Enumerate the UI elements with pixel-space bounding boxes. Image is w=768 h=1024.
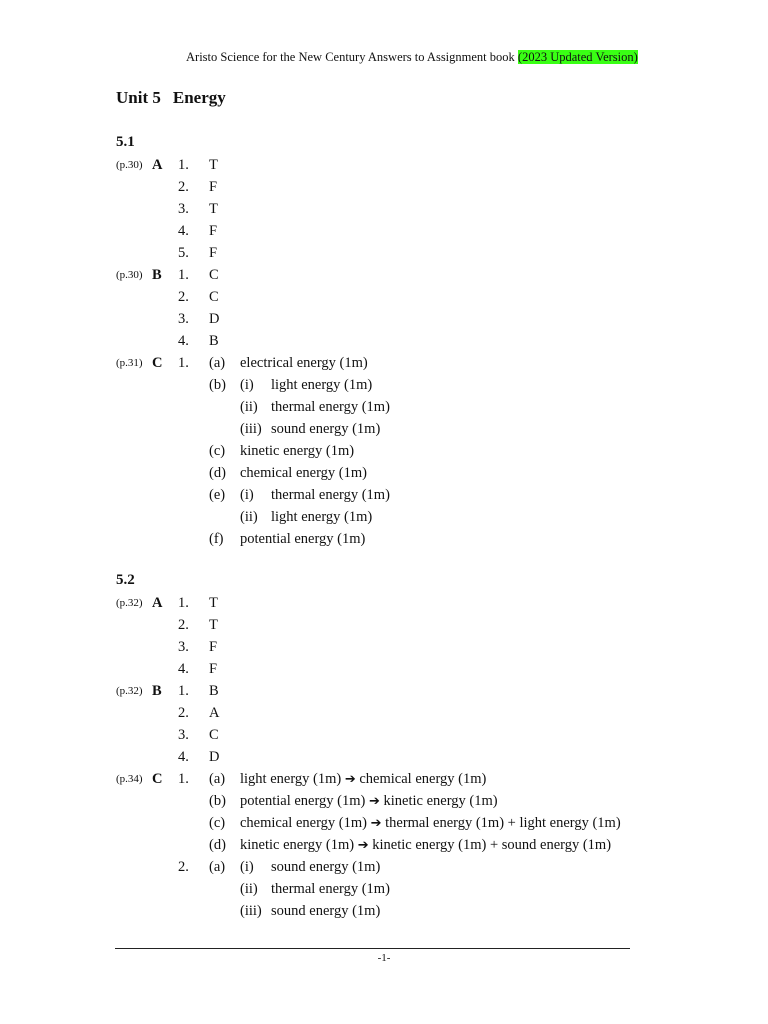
answer: T (209, 617, 218, 633)
answer-text: light energy (1m) (271, 509, 373, 525)
unit-name: Energy (172, 88, 226, 107)
question-number: 1. (178, 267, 189, 283)
unit-title (116, 88, 226, 108)
sub-label: (c) (209, 815, 226, 831)
energy-conversion (240, 834, 611, 857)
part-letter: A (152, 595, 163, 611)
sub-label: (f) (209, 531, 224, 547)
question-number: 3. (178, 201, 189, 217)
from-energy: kinetic energy (1m) (240, 837, 355, 853)
question-number: 4. (178, 749, 189, 765)
answer: D (209, 749, 220, 765)
question-number: 2. (178, 617, 189, 633)
arrow-icon: ➔ (370, 816, 382, 831)
roman-label: (iii) (240, 421, 262, 437)
answer: F (209, 179, 218, 195)
to-energy: kinetic energy (1m) (383, 793, 498, 809)
question-number: 1. (178, 595, 189, 611)
energy-conversion (240, 790, 498, 813)
part-letter: C (152, 771, 163, 787)
sub-label: (d) (209, 465, 226, 481)
arrow-icon: ➔ (369, 794, 380, 809)
roman-label: (i) (240, 377, 254, 393)
page-number: -1- (377, 952, 391, 964)
part-letter: A (152, 157, 163, 173)
answer-text: thermal energy (1m) (271, 881, 390, 897)
roman-label: (ii) (240, 399, 258, 415)
answer-text: thermal energy (1m) (271, 487, 390, 503)
answer: T (209, 201, 218, 217)
answer: F (209, 245, 218, 261)
answer: A (209, 705, 220, 721)
answer-text: sound energy (1m) (271, 421, 381, 437)
from-energy: light energy (1m) (240, 771, 342, 787)
question-number: 2. (178, 859, 189, 875)
answer-text: kinetic energy (1m) (240, 443, 355, 459)
answer-text: thermal energy (1m) (271, 399, 390, 415)
answer: T (209, 157, 218, 173)
page-ref: (p.32) (116, 597, 143, 609)
answer: B (209, 333, 219, 349)
answer: C (209, 727, 219, 743)
arrow-icon: ➔ (344, 772, 356, 787)
question-number: 1. (178, 771, 189, 787)
part-letter: B (152, 683, 162, 699)
question-number: 3. (178, 311, 189, 327)
to-energy: kinetic energy (1m) + sound energy (1m) (372, 837, 612, 853)
page-header (186, 50, 638, 65)
page-ref: (p.30) (116, 159, 143, 171)
answer-text: light energy (1m) (271, 377, 373, 393)
section-title-5-1: 5.1 (116, 134, 135, 150)
sub-label: (e) (209, 487, 226, 503)
answer-text: potential energy (1m) (240, 531, 366, 547)
arrow-icon: ➔ (357, 838, 369, 853)
page-ref: (p.31) (116, 357, 143, 369)
page-ref: (p.30) (116, 269, 143, 281)
answer: D (209, 311, 220, 327)
from-energy: chemical energy (1m) (240, 815, 367, 831)
question-number: 4. (178, 661, 189, 677)
answer-text: chemical energy (1m) (240, 465, 367, 481)
energy-conversion (240, 768, 486, 791)
sub-label: (a) (209, 771, 226, 787)
question-number: 5. (178, 245, 189, 261)
answer: C (209, 267, 219, 283)
answer: C (209, 289, 219, 305)
roman-label: (i) (240, 859, 254, 875)
question-number: 1. (178, 355, 189, 371)
from-energy: potential energy (1m) (240, 793, 366, 809)
question-number: 4. (178, 333, 189, 349)
question-number: 3. (178, 639, 189, 655)
unit-number: Unit 5 (116, 88, 161, 107)
sub-label: (a) (209, 859, 226, 875)
answer-text: sound energy (1m) (271, 859, 381, 875)
page-ref: (p.32) (116, 685, 143, 697)
section-title-5-2: 5.2 (116, 572, 135, 588)
question-number: 1. (178, 683, 189, 699)
sub-label: (c) (209, 443, 226, 459)
question-number: 1. (178, 157, 189, 173)
page-ref: (p.34) (116, 773, 143, 785)
sub-label: (b) (209, 377, 226, 393)
answer: B (209, 683, 219, 699)
footer-divider (115, 948, 630, 949)
roman-label: (ii) (240, 881, 258, 897)
answer-text: electrical energy (1m) (240, 355, 368, 371)
sub-label: (d) (209, 837, 226, 853)
part-letter: B (152, 267, 162, 283)
question-number: 2. (178, 179, 189, 195)
roman-label: (i) (240, 487, 254, 503)
header-version-highlight: (2023 Updated Version) (517, 50, 638, 64)
header-title: Aristo Science for the New Century Answers to Assignment book (186, 50, 515, 64)
question-number: 4. (178, 223, 189, 239)
to-energy: chemical energy (1m) (359, 771, 487, 787)
answer: F (209, 223, 218, 239)
question-number: 3. (178, 727, 189, 743)
roman-label: (iii) (240, 903, 262, 919)
sub-label: (b) (209, 793, 226, 809)
question-number: 2. (178, 289, 189, 305)
answer-text: sound energy (1m) (271, 903, 381, 919)
to-energy: thermal energy (1m) + light energy (1m) (385, 815, 621, 831)
sub-label: (a) (209, 355, 226, 371)
part-letter: C (152, 355, 163, 371)
energy-conversion (240, 812, 621, 835)
roman-label: (ii) (240, 509, 258, 525)
answer: F (209, 661, 218, 677)
answer: T (209, 595, 218, 611)
question-number: 2. (178, 705, 189, 721)
answer: F (209, 639, 218, 655)
